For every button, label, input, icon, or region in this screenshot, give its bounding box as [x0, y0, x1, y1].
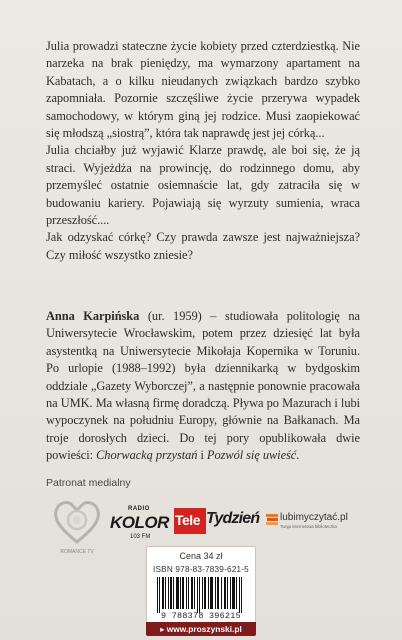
lubimy-subtitle: Twoja internetowa biblioteczka	[280, 524, 337, 529]
blurb-paragraph: Julia prowadzi stateczne życie kobiety przed czterdziestką. Nie narzeka na brak pieniędzy, ma wymarzony apartament na Kabatach, a o kilku nieudanych związkach bardzo szybko zapomniała. Pozornie szczęśliwe życie przerywa wypadek samochodowy, w którym giną jej rodzice. Musi zaopiekować się młodszą „siostrą”, która tak naprawdę jest jej córką...	[46, 39, 360, 141]
author-name: Anna Karpińska	[46, 309, 140, 323]
book-title: Chorwacką przystań	[96, 448, 198, 463]
barcode-digits: 9 788378 396215	[161, 611, 241, 621]
book-stack-icon	[266, 514, 278, 527]
tele-tydzien-logo	[174, 508, 258, 536]
romance-tv-label: ROMANCE TV	[60, 549, 94, 555]
barcode	[155, 577, 247, 613]
author-bio	[46, 308, 360, 465]
arrow-icon: ▸	[160, 624, 167, 634]
tydzien-label: Tydzień	[206, 510, 260, 527]
kolor-label: KOLOR	[110, 513, 169, 532]
blurb-paragraph: Jak odzyskać córkę? Czy prawda zawsze jest najważniejsza? Czy miłość wszystko zniesie?	[46, 230, 360, 262]
lubimy-label: lubimyczytać.pl	[280, 512, 348, 523]
blurb-paragraph: Julia chciałby już wyjawić Klarze prawdę, ale boi się, że ją straci. Wyjeżdża na prowincję, do rodzinnego domu, aby przemyśleć ostatnie osiemnaście lat, gdy zatraciła się w budowaniu kariery. Pojawiają się wyrzuty sumienia, wraca przeszłość....	[46, 143, 360, 228]
price-label: Cena 34 zł	[179, 551, 223, 561]
barcode-box	[146, 546, 256, 636]
radio-kolor-logo	[108, 506, 169, 550]
radio-frequency: 103 FM	[130, 534, 151, 540]
bio-text: (ur. 1959) – studiowała politologię na Uniwersytecie Wrocławskim, potem przez dziesięć lat była asystentką na Uniwersytecie Mikołaja Kopernika w Toruniu. Po urlopie (1988–1992) była dziennikarką w bydgoskim oddziale „Gazety Wyborczej”, a następnie ponownie pracowała na UMK. Ma własną firmę doradczą. Pływa po Mazurach i lubi wypoczynek na południu Europy, głównie na Bałkanach. Ma troje dorosłych dzieci. Do tej pory opublikowała dwie powieści:	[46, 309, 360, 463]
publisher-website[interactable]	[146, 622, 256, 636]
bio-end: .	[296, 448, 300, 463]
romance-tv-logo	[52, 498, 102, 556]
book-title: Pozwól się uwieść	[206, 448, 297, 463]
lubimyczytac-logo	[266, 512, 362, 534]
media-patronage-label: Patronat medialny	[46, 477, 131, 489]
tele-label: Tele	[175, 512, 200, 528]
radio-label: RADIO	[128, 506, 150, 512]
website-label: www.proszynski.pl	[166, 624, 242, 634]
isbn-label: ISBN 978-83-7839-621-5	[153, 565, 249, 574]
blurb-text	[46, 38, 360, 264]
bio-conjunction: i	[197, 448, 207, 463]
